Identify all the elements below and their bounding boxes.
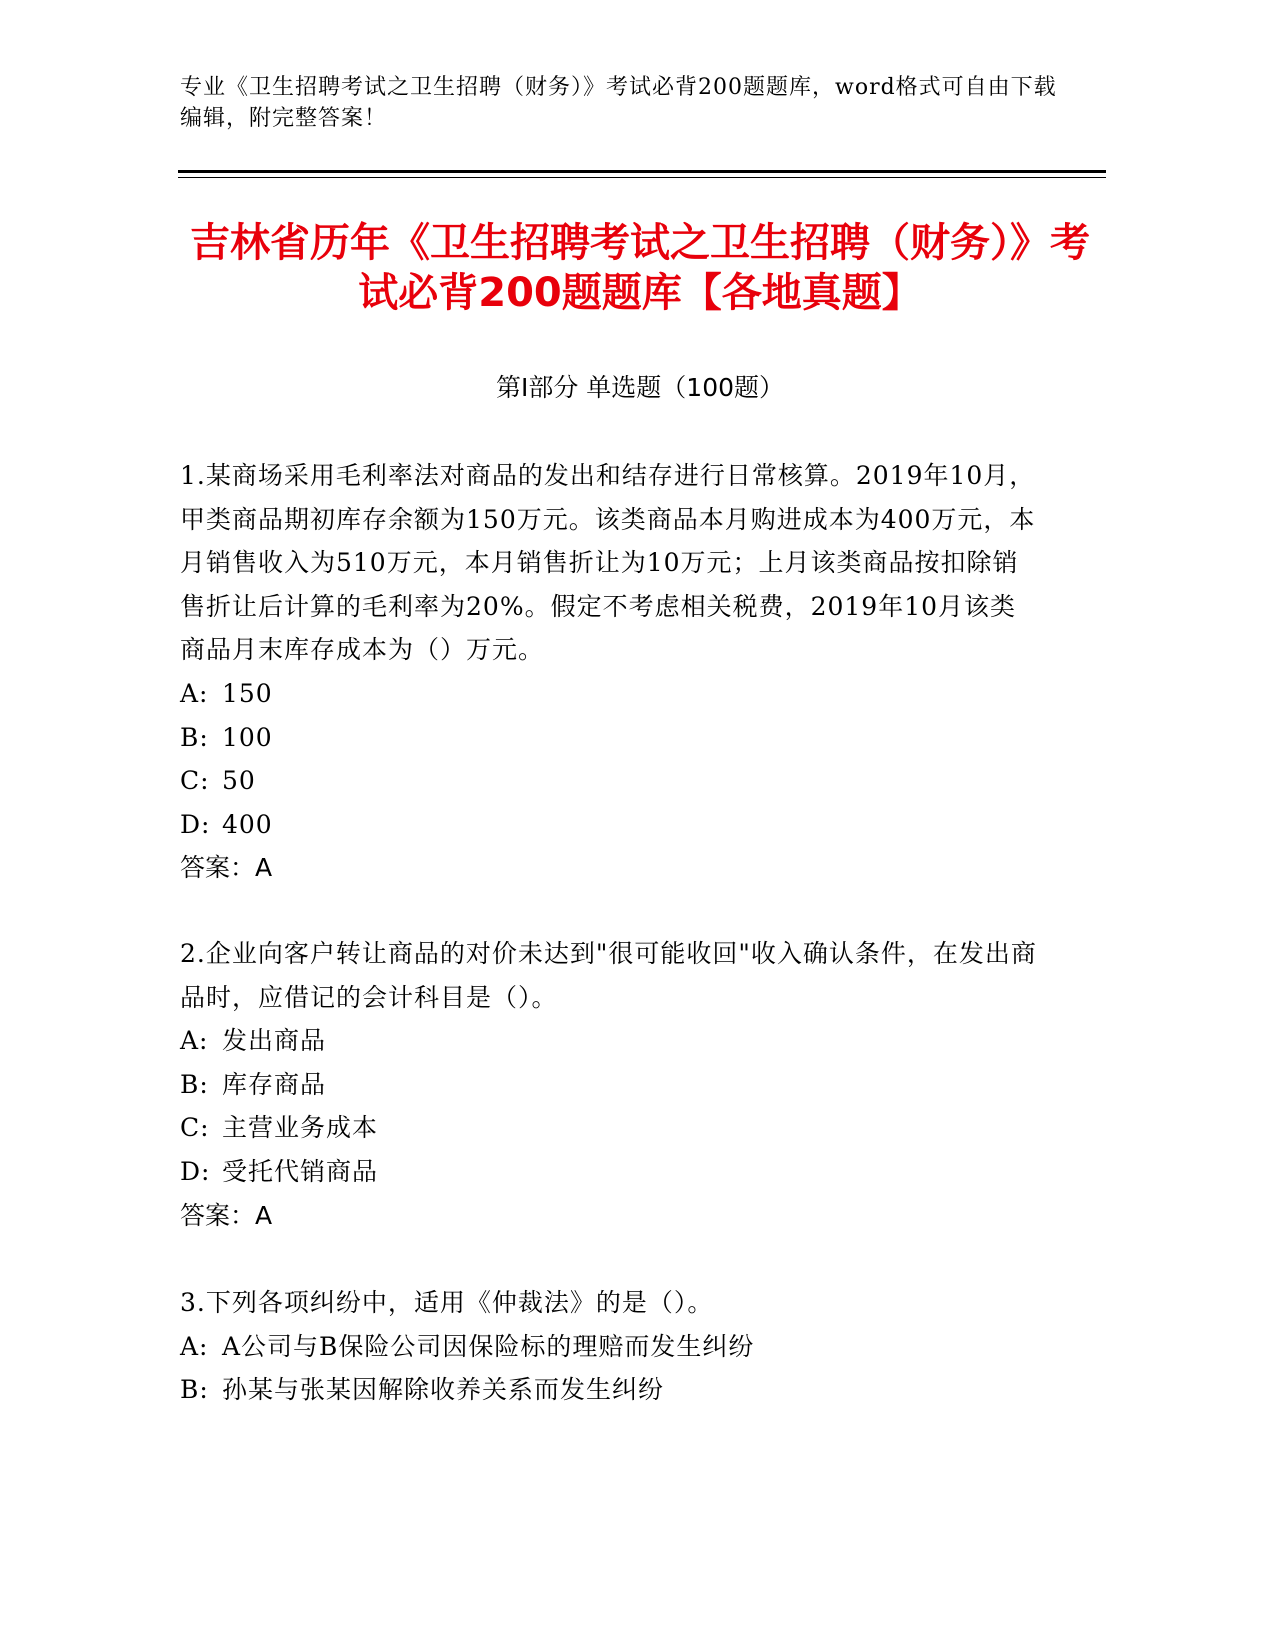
option-text: 发出商品 [222, 1026, 327, 1056]
header-note: 专业《卫生招聘考试之卫生招聘（财务）》考试必背200题题库，word格式可自由下载编辑，附完整答案！ [180, 75, 1057, 131]
header-divider-thin [178, 177, 1106, 178]
option-text: 主营业务成本 [222, 1113, 379, 1143]
answer: 答案：A [180, 853, 273, 883]
option-key: A: [180, 678, 209, 708]
option-b [180, 1063, 1040, 1107]
answer: 答案：A [180, 1200, 273, 1230]
option-key: C: [180, 1113, 210, 1143]
option-text: A公司与B保险公司因保险标的理赔而发生纠纷 [222, 1331, 755, 1361]
option-key: B: [180, 722, 209, 752]
option-key: A: [180, 1026, 209, 1056]
option-c [180, 1106, 1040, 1150]
option-a [180, 1325, 1040, 1369]
header-divider-thick [178, 170, 1106, 173]
option-d [180, 803, 1040, 847]
option-key: A: [180, 1331, 209, 1361]
option-a [180, 672, 1040, 716]
option-key: D: [180, 809, 211, 839]
question-stem: 3.下列各项纠纷中，适用《仲裁法》的是（）。 [180, 1288, 714, 1317]
question-stem: 1.某商场采用毛利率法对商品的发出和结存进行日常核算。2019年10月，甲类商品期初库存余额为150万元。该类商品本月购进成本为400万元，本月销售收入为510万元，本月销售折让为10万元；上月该类商品按扣除销售折让后计算的毛利率为20%。假定不考虑相关税费，2019年10月该类商品月末库存成本为（）万元。 [180, 461, 1036, 665]
section-title: 第Ⅰ部分 单选题（100题） [495, 373, 785, 402]
option-text: 受托代销商品 [222, 1156, 379, 1186]
option-c [180, 759, 1040, 803]
option-text: 库存商品 [222, 1069, 327, 1099]
option-key: C: [180, 766, 210, 796]
document-title: 吉林省历年《卫生招聘考试之卫生招聘（财务）》考试必背200题题库【各地真题】 [190, 220, 1090, 316]
option-key: B: [180, 1069, 209, 1099]
option-d [180, 1150, 1040, 1194]
option-b [180, 1368, 1040, 1412]
question-stem: 2.企业向客户转让商品的对价未达到"很可能收回"收入确认条件，在发出商品时，应借记的会计科目是（）。 [180, 939, 1037, 1012]
option-text: 50 [222, 766, 256, 796]
option-key: D: [180, 1156, 211, 1186]
option-text: 孙某与张某因解除收养关系而发生纠纷 [222, 1375, 665, 1405]
option-a [180, 1019, 1040, 1063]
option-text: 400 [222, 809, 273, 839]
option-text: 150 [222, 678, 273, 708]
question-3 [180, 1281, 1040, 1412]
question-1 [180, 454, 1040, 890]
question-2 [180, 932, 1040, 1237]
option-key: B: [180, 1375, 209, 1405]
option-b [180, 716, 1040, 760]
option-text: 100 [222, 722, 273, 752]
